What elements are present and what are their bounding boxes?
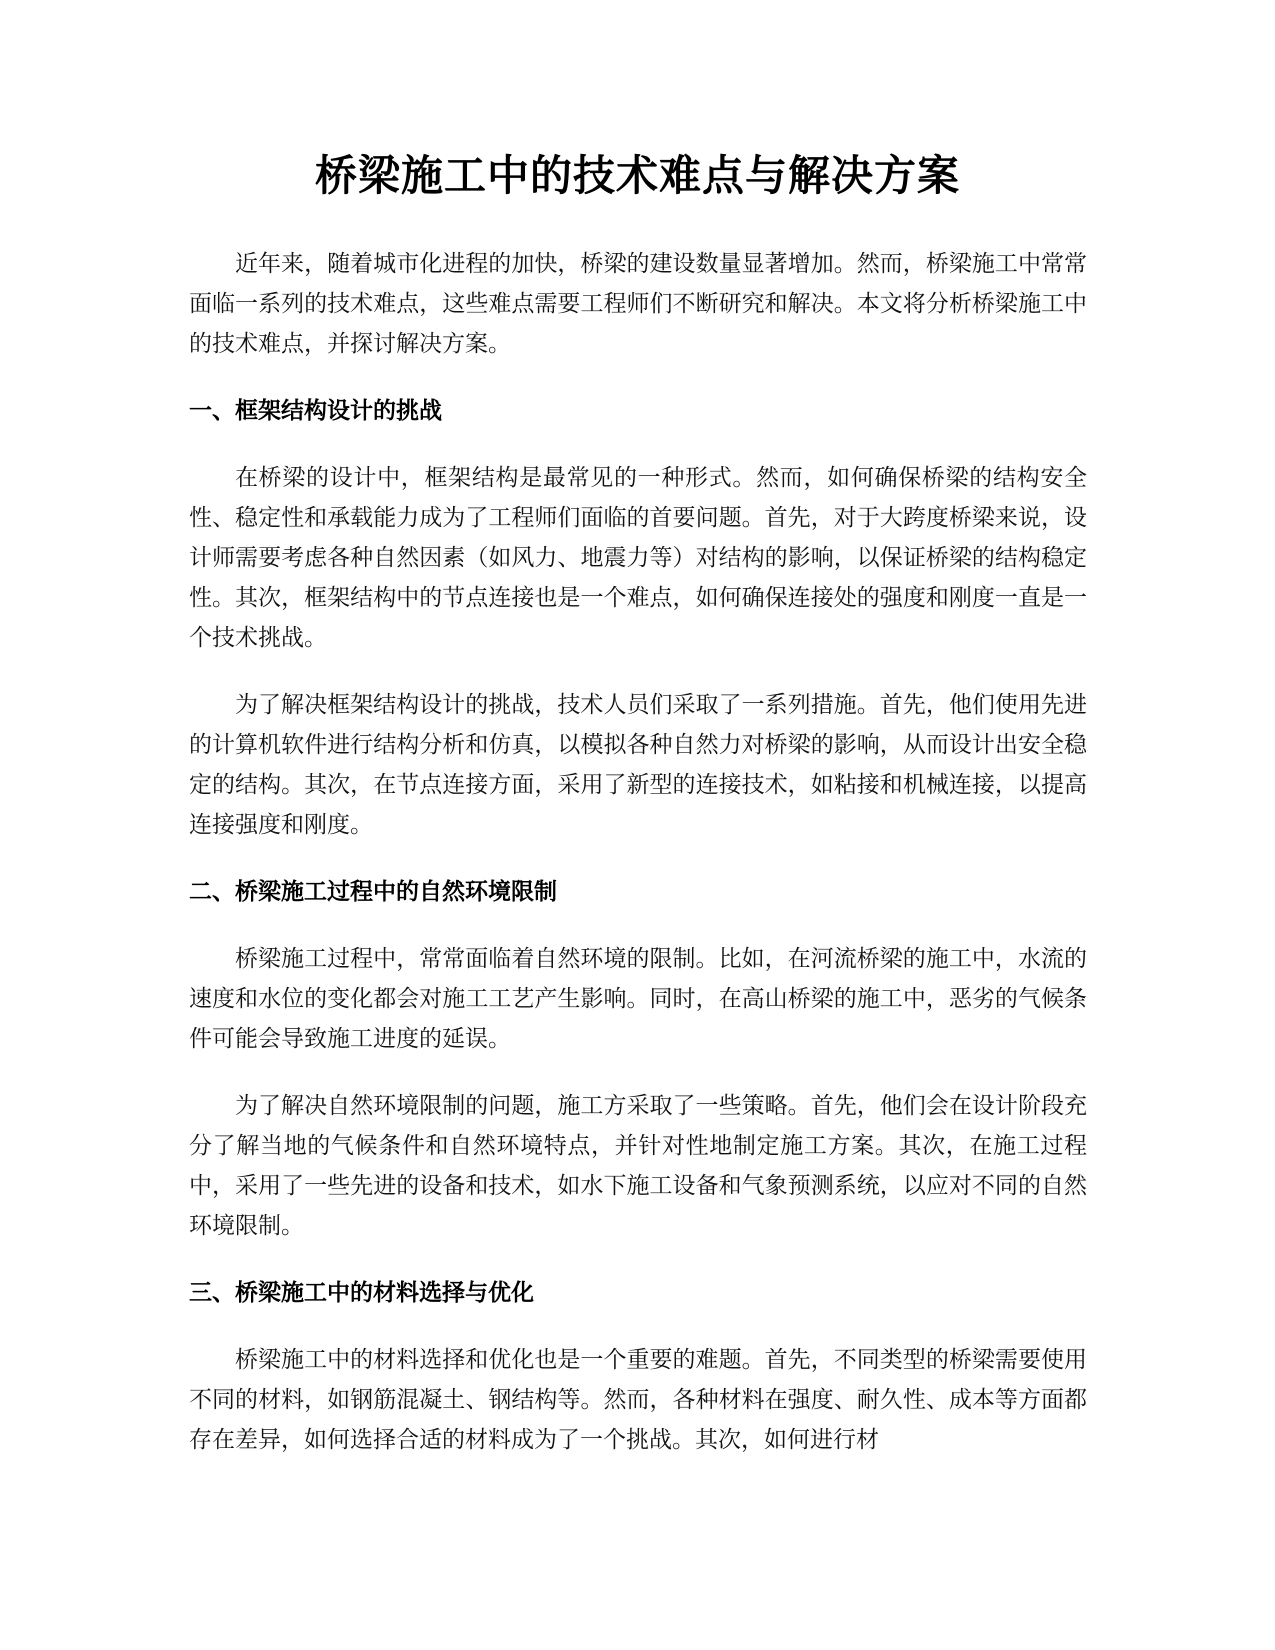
section-1-paragraph-2: 为了解决框架结构设计的挑战，技术人员们采取了一系列措施。首先，他们使用先进的计算机软件进行结构分析和仿真，以模拟各种自然力对桥梁的影响，从而设计出安全稳定的结构。其次，在节点连接方面，采用了新型的连接技术，如粘接和机械连接，以提高连接强度和刚度。 [189,692,1087,838]
section-2-heading: 二、桥梁施工过程中的自然环境限制 [189,879,557,905]
intro-paragraph: 近年来，随着城市化进程的加快，桥梁的建设数量显著增加。然而，桥梁施工中常常面临一系列的技术难点，这些难点需要工程师们不断研究和解决。本文将分析桥梁施工中的技术难点，并探讨解决方案。 [189,251,1087,357]
section-2-paragraph-1: 桥梁施工过程中，常常面临着自然环境的限制。比如，在河流桥梁的施工中，水流的速度和水位的变化都会对施工工艺产生影响。同时，在高山桥梁的施工中，恶劣的气候条件可能会导致施工进度的延误。 [189,946,1087,1052]
section-3-heading: 三、桥梁施工中的材料选择与优化 [189,1280,534,1306]
section-1-heading: 一、框架结构设计的挑战 [189,398,442,424]
document-title: 桥梁施工中的技术难点与解决方案 [314,151,960,200]
section-3-paragraph-1: 桥梁施工中的材料选择和优化也是一个重要的难题。首先，不同类型的桥梁需要使用不同的材料，如钢筋混凝土、钢结构等。然而，各种材料在强度、耐久性、成本等方面都存在差异，如何选择合适的材料成为了一个挑战。其次，如何进行材 [189,1347,1087,1453]
document-body [189,244,1087,1487]
section-1-paragraph-1: 在桥梁的设计中，框架结构是最常见的一种形式。然而，如何确保桥梁的结构安全性、稳定性和承载能力成为了工程师们面临的首要问题。首先，对于大跨度桥梁来说，设计师需要考虑各种自然因素（如风力、地震力等）对结构的影响，以保证桥梁的结构稳定性。其次，框架结构中的节点连接也是一个难点，如何确保连接处的强度和刚度一直是一个技术挑战。 [189,465,1087,651]
section-2-paragraph-2: 为了解决自然环境限制的问题，施工方采取了一些策略。首先，他们会在设计阶段充分了解当地的气候条件和自然环境特点，并针对性地制定施工方案。其次，在施工过程中，采用了一些先进的设备和技术，如水下施工设备和气象预测系统，以应对不同的自然环境限制。 [189,1093,1087,1239]
